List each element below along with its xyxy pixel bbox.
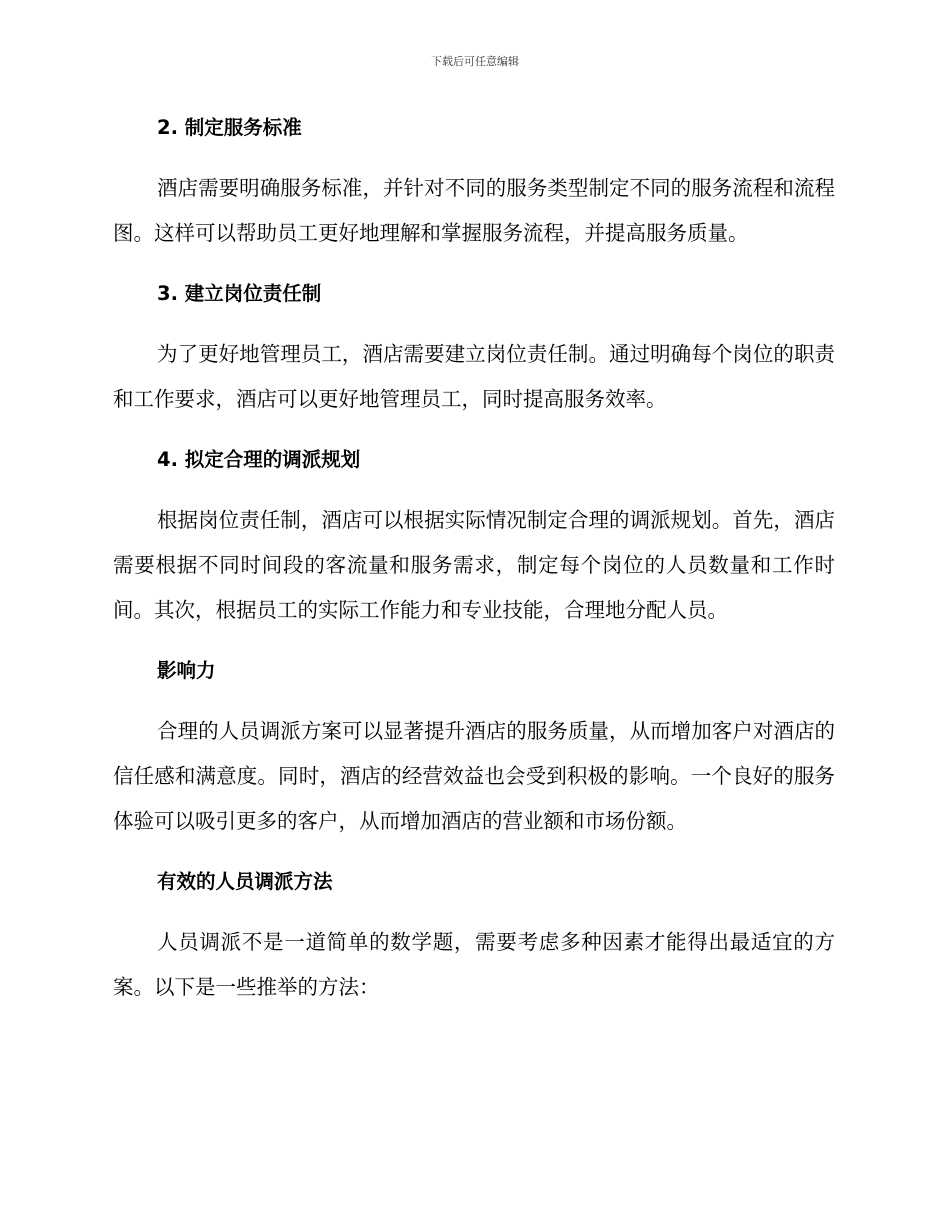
section-paragraph: 合理的人员调派方案可以显著提升酒店的服务质量，从而增加客户对酒店的信任感和满意度。同时，酒店的经营效益也会受到积极的影响。一个良好的服务体验可以吸引更多的客户，从而增加酒店的营业额和市场份额。 — [113, 719, 835, 833]
section-paragraph: 为了更好地管理员工，酒店需要建立岗位责任制。通过明确每个岗位的职责和工作要求，酒店可以更好地管理员工，同时提高服务效率。 — [113, 342, 835, 411]
document-body — [113, 113, 835, 1033]
section-heading: 有效的人员调派方法 — [157, 870, 333, 893]
section-paragraph: 酒店需要明确服务标准，并针对不同的服务类型制定不同的服务流程和流程图。这样可以帮助员工更好地理解和掌握服务流程，并提高服务质量。 — [113, 176, 835, 245]
section-heading: 4. 拟定合理的调派规划 — [157, 448, 361, 471]
section-heading: 2. 制定服务标准 — [157, 116, 302, 139]
section-paragraph: 根据岗位责任制，酒店可以根据实际情况制定合理的调派规划。首先，酒店需要根据不同时间段的客流量和服务需求，制定每个岗位的人员数量和工作时间。其次，根据员工的实际工作能力和专业技能，合理地分配人员。 — [113, 508, 835, 622]
page-header: 下载后可任意编辑 — [431, 55, 519, 68]
section-heading: 3. 建立岗位责任制 — [157, 282, 322, 305]
section-paragraph: 人员调派不是一道简单的数学题，需要考虑多种因素才能得出最适宜的方案。以下是一些推举的方法： — [113, 930, 835, 999]
section-heading: 影响力 — [157, 659, 216, 682]
